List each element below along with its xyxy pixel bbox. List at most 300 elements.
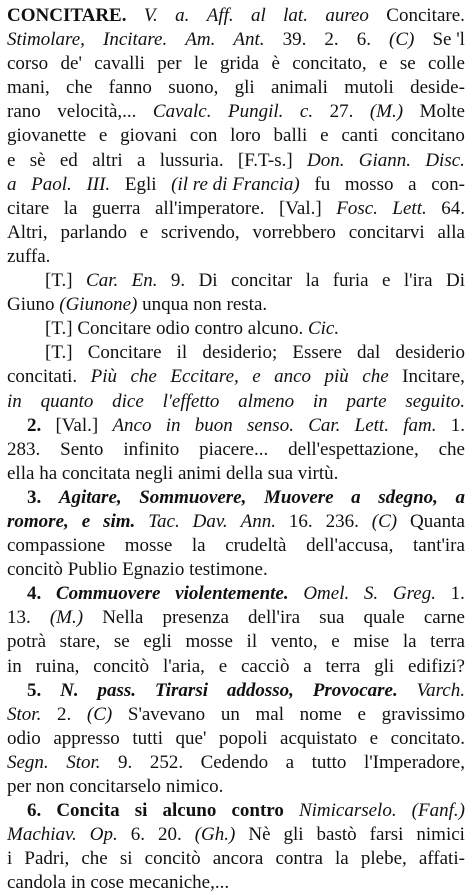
word: a <box>303 655 312 677</box>
word: concitò <box>7 559 68 581</box>
word: Publio <box>67 559 123 581</box>
word: 1. <box>450 414 465 436</box>
word: se <box>399 53 416 75</box>
word: 2. <box>27 414 42 436</box>
word: (C) <box>371 510 398 532</box>
word: Quanta <box>410 510 465 532</box>
word: a <box>285 751 295 773</box>
word: Di <box>198 270 218 292</box>
word: la <box>191 535 206 557</box>
word: presenza <box>162 607 229 629</box>
word: anco <box>274 366 312 388</box>
word: concitò <box>144 848 201 870</box>
word: 9. <box>118 751 133 773</box>
word: aureo <box>325 5 369 26</box>
word: giovani <box>120 125 178 147</box>
word: 6. <box>27 800 42 822</box>
word: concitati. <box>7 366 78 388</box>
word: cose <box>90 872 129 894</box>
word: Tirarsi <box>154 679 208 701</box>
word: mal <box>255 703 284 725</box>
word: crudeltà <box>225 535 287 557</box>
word: 27. <box>329 101 354 123</box>
word: concitata <box>61 462 136 484</box>
word: tant'ira <box>412 535 465 557</box>
word: vento, <box>270 631 318 653</box>
text-line <box>7 534 465 558</box>
word: Cavalc. <box>152 101 212 123</box>
text-line <box>7 390 465 414</box>
word: buon <box>194 414 233 436</box>
word: la <box>305 270 320 292</box>
word: animi <box>177 462 226 484</box>
word: con <box>189 125 218 147</box>
word: (M.) <box>49 607 84 629</box>
word: 4. <box>27 583 42 605</box>
word: 236. <box>325 510 359 532</box>
text-line <box>7 655 465 679</box>
word: contra <box>275 848 323 870</box>
word: e <box>381 270 391 292</box>
word: (Fanf.) <box>411 800 465 822</box>
word: (M.) <box>369 101 404 123</box>
word: (il re di Francia) <box>171 173 300 195</box>
word: mosse <box>124 535 173 557</box>
word: 13. <box>7 607 31 629</box>
text-line <box>7 269 465 293</box>
text-line <box>7 751 465 775</box>
word: Anco <box>112 414 152 436</box>
word: in <box>7 390 22 412</box>
word: la <box>335 848 349 870</box>
word: [Val.] <box>55 414 99 436</box>
word: stare, <box>59 631 101 653</box>
text-line <box>7 4 465 28</box>
text-line <box>7 365 465 389</box>
word: citare <box>7 197 50 219</box>
word: l'aria, <box>162 655 205 677</box>
word: Aff. <box>206 5 234 26</box>
word: Dav. <box>192 510 228 532</box>
word: mutoli <box>344 77 394 99</box>
word: concitato, <box>292 53 367 75</box>
word: Di <box>445 270 465 292</box>
word: e <box>98 125 108 147</box>
word: suono, <box>168 77 219 99</box>
word: fu <box>314 173 331 195</box>
word: corso <box>7 53 49 75</box>
word: concitar <box>230 270 293 292</box>
word: Stor. <box>7 703 42 725</box>
word: resta. <box>226 294 268 316</box>
word: testimone. <box>189 559 268 581</box>
word: ancora <box>212 848 264 870</box>
word: violentemente. <box>175 583 289 605</box>
word: Car. <box>86 270 119 292</box>
word: e <box>218 655 228 677</box>
word: velocità,... <box>57 101 137 123</box>
word: 5. <box>27 679 42 701</box>
word: potrà <box>7 631 47 653</box>
word: scrivendo, <box>161 221 240 243</box>
word: un <box>220 703 240 725</box>
text-line <box>7 28 465 52</box>
word: dal <box>357 342 381 364</box>
word: gravissimo <box>381 703 465 725</box>
word: della <box>225 462 268 484</box>
text-line <box>7 173 465 197</box>
text-line <box>7 486 465 510</box>
word: Ann. <box>240 510 276 532</box>
word: e <box>357 703 366 725</box>
word: desiderio; <box>202 342 278 364</box>
word: (C) <box>389 29 415 51</box>
word: Disc. <box>425 149 465 171</box>
word: Incitare. <box>103 29 168 51</box>
word: Altri, <box>7 221 48 243</box>
word: En. <box>131 270 158 292</box>
word: 39. <box>282 29 307 51</box>
word: tutto <box>311 751 347 773</box>
word: rano <box>7 101 41 123</box>
text-line <box>7 124 465 148</box>
word: che <box>130 366 157 388</box>
word: Agitare, <box>58 486 122 508</box>
word: per <box>7 776 37 797</box>
text-line <box>7 510 465 534</box>
word: 1. <box>450 583 465 605</box>
word: cacciò <box>240 655 290 677</box>
word: Egli <box>124 173 157 195</box>
word: acquistato <box>280 727 358 749</box>
word: a <box>137 149 146 171</box>
word: a <box>455 486 465 508</box>
word: Op. <box>89 824 118 846</box>
word: ruina, <box>35 655 80 677</box>
word: non <box>36 776 70 797</box>
word: Nella <box>102 607 144 629</box>
word: fanno <box>108 77 152 99</box>
word: e <box>320 125 329 147</box>
word: quanto <box>40 390 94 412</box>
word: alcuno. <box>247 318 308 340</box>
word: parte <box>346 390 387 412</box>
word: Fosc. <box>336 197 378 219</box>
text-line <box>7 630 465 654</box>
word: è <box>271 53 280 75</box>
word: a <box>408 173 417 195</box>
word: che <box>66 77 93 99</box>
word: più <box>324 366 349 388</box>
word: Pungil. <box>227 101 284 123</box>
word: Molte <box>419 101 465 123</box>
word: de' <box>60 53 82 75</box>
word: contro <box>231 800 284 822</box>
text-line <box>7 438 465 462</box>
word: grida <box>220 53 260 75</box>
word: Concitare <box>87 342 162 364</box>
word: 6. <box>356 29 371 51</box>
word: romore, <box>7 510 69 532</box>
word: terra <box>430 631 465 653</box>
word: popoli <box>218 727 268 749</box>
word: Stimolare, <box>7 29 85 51</box>
word: farsi <box>369 824 404 846</box>
word: l'ira <box>403 270 433 292</box>
word: in <box>7 655 22 677</box>
word: S'avevano <box>127 703 206 725</box>
text-line <box>7 799 465 823</box>
word: concitarselo <box>69 776 166 797</box>
word: che <box>362 366 389 388</box>
word: Greg. <box>392 583 436 605</box>
word: infinito <box>123 438 180 460</box>
word: addosso, <box>226 679 294 701</box>
word: compassione <box>7 535 106 557</box>
word: Cic. <box>307 318 340 340</box>
word: virtù. <box>297 462 339 484</box>
word: Giann. <box>358 149 412 171</box>
word: terra <box>325 655 361 677</box>
word: e <box>139 221 149 243</box>
word: desiderio <box>395 342 465 364</box>
word: animali <box>270 77 328 99</box>
word: e <box>379 53 388 75</box>
word: Lett. <box>392 197 427 219</box>
word: concitò <box>93 655 150 677</box>
word: gli <box>374 655 395 677</box>
word: sua <box>267 462 298 484</box>
word: la <box>63 197 78 219</box>
word: 2. <box>56 703 72 725</box>
word: sim. <box>103 510 136 532</box>
word: 16. <box>288 510 313 532</box>
word: 3. <box>27 486 42 508</box>
word: e <box>331 631 340 653</box>
word: Segn. <box>7 751 49 773</box>
word: Incitare, <box>402 366 465 388</box>
word: lat. <box>283 5 308 26</box>
word: a. <box>175 5 190 26</box>
word: Varch. <box>416 679 465 701</box>
word: in <box>312 390 328 412</box>
word: giovanette <box>7 125 87 147</box>
word: [T.] <box>45 318 78 340</box>
word: colle <box>428 53 465 75</box>
word: mani, <box>7 77 50 99</box>
word: per <box>157 53 182 75</box>
word: concitarvi <box>348 221 425 243</box>
word: sdegno, <box>378 486 438 508</box>
word: Machiav. <box>7 824 77 846</box>
word: zuffa. <box>7 245 51 267</box>
word: Cedendo <box>200 751 269 773</box>
word: III. <box>86 173 111 195</box>
word: concitato. <box>390 727 465 749</box>
text-line <box>7 871 465 895</box>
word: e <box>7 149 16 171</box>
text-line <box>7 775 465 799</box>
word: Giuno <box>7 294 60 316</box>
word: odio <box>7 727 41 749</box>
word: Car. <box>308 414 341 436</box>
word: Essere <box>292 342 342 364</box>
word: che <box>81 848 108 870</box>
word: l'effetto <box>162 390 220 412</box>
text-line <box>7 317 465 341</box>
word: 9. <box>170 270 186 292</box>
word: plebe, <box>360 848 407 870</box>
word: Stor. <box>66 751 101 773</box>
word: che <box>438 438 465 460</box>
word: le <box>193 53 208 75</box>
word: que' <box>175 727 207 749</box>
word: Provocare. <box>312 679 398 701</box>
word: parlando <box>60 221 127 243</box>
word: dell'espettazione, <box>288 438 419 460</box>
word: Sento <box>60 438 104 460</box>
word: 283. <box>7 438 41 460</box>
word: Concitare. <box>386 5 465 26</box>
text-line <box>7 462 465 486</box>
word: in <box>165 414 181 436</box>
word: piacere... <box>199 438 269 460</box>
word: Concitare <box>77 318 156 340</box>
word: [Val.] <box>278 197 322 219</box>
word: appresso <box>53 727 120 749</box>
word: Più <box>90 366 118 388</box>
word: 64. <box>441 197 465 219</box>
word: ed <box>59 149 78 171</box>
word: (Giunone) <box>59 294 143 316</box>
word: non <box>193 294 227 316</box>
text-line <box>7 582 465 606</box>
word: affati- <box>418 848 465 870</box>
word: unqua <box>142 294 194 316</box>
text-line <box>7 679 465 703</box>
word: pass. <box>97 679 136 701</box>
text-line <box>7 341 465 365</box>
word: carne <box>423 607 465 629</box>
word: almeno <box>238 390 295 412</box>
word: Concita <box>56 800 120 822</box>
word: Eccitare, <box>170 366 239 388</box>
word: 6. <box>130 824 146 846</box>
word: [T.] <box>45 342 73 364</box>
word: mecaniche,... <box>128 872 230 894</box>
word: Padri, <box>24 848 70 870</box>
text-line <box>7 727 465 751</box>
word: la <box>402 631 417 653</box>
text-line <box>7 293 465 317</box>
word: tutti <box>132 727 163 749</box>
word: Omel. <box>303 583 350 605</box>
word: Sommuovere, <box>139 486 247 508</box>
word: fam. <box>403 414 437 436</box>
word: V. <box>143 5 158 26</box>
word: Nè <box>248 824 271 846</box>
word: Tac. <box>148 510 180 532</box>
word: 2. <box>324 29 339 51</box>
text-line <box>7 245 465 269</box>
word: (Gh.) <box>194 824 236 846</box>
word: vorrebbero <box>252 221 336 243</box>
word: gli <box>234 77 255 99</box>
word: con- <box>431 173 465 195</box>
text-line <box>7 149 465 173</box>
word: dell'accusa, <box>306 535 394 557</box>
text-line <box>7 221 465 245</box>
word: contro <box>194 318 248 340</box>
word: Ant. <box>233 29 265 51</box>
word: guerra <box>91 197 141 219</box>
word: c. <box>299 101 314 123</box>
word: odio <box>155 318 195 340</box>
word: canti <box>341 125 379 147</box>
word: deside- <box>410 77 465 99</box>
word: 20. <box>158 824 182 846</box>
word: egli <box>143 631 172 653</box>
text-line <box>7 197 465 221</box>
word: Muovere <box>263 486 334 508</box>
word: all'imperatore. <box>154 197 265 219</box>
word: nome <box>299 703 342 725</box>
text-line <box>7 823 465 847</box>
word: N. <box>60 679 79 701</box>
word: [T.] <box>45 270 73 292</box>
word: Lett. <box>354 414 389 436</box>
word: sè <box>29 149 46 171</box>
word: candola <box>7 872 71 894</box>
word: Paol. <box>31 173 72 195</box>
word: edifizi? <box>408 655 465 677</box>
word: (C) <box>86 703 113 725</box>
text-line <box>7 76 465 100</box>
word: CONCITARE. <box>7 5 127 26</box>
word: e <box>252 366 261 388</box>
word: cavalli <box>94 53 145 75</box>
text-line <box>7 100 465 124</box>
word: concitano <box>391 125 465 147</box>
word: Nimicarselo. <box>298 800 397 822</box>
word: quale <box>363 607 405 629</box>
word: il <box>246 631 258 653</box>
word: mosso <box>344 173 394 195</box>
text-line <box>7 52 465 76</box>
word: si <box>119 848 133 870</box>
word: mosse <box>185 631 233 653</box>
word: e <box>369 727 379 749</box>
word: negli <box>135 462 178 484</box>
word: [F.T-s.] <box>237 149 293 171</box>
word: nimico. <box>165 776 224 797</box>
word: i <box>7 848 13 870</box>
word: Commuovere <box>55 583 161 605</box>
word: bastò <box>316 824 357 846</box>
word: lussuria. <box>159 149 224 171</box>
word: a <box>351 486 361 508</box>
word: dice <box>112 390 144 412</box>
text-line <box>7 847 465 871</box>
word: e <box>81 510 91 532</box>
word: ella <box>7 462 40 484</box>
word: seguito. <box>405 390 465 412</box>
word: Don. <box>306 149 345 171</box>
word: alcuno <box>162 800 217 822</box>
word: l'Imperadore, <box>363 751 465 773</box>
word: altri <box>92 149 123 171</box>
text-line <box>7 606 465 630</box>
